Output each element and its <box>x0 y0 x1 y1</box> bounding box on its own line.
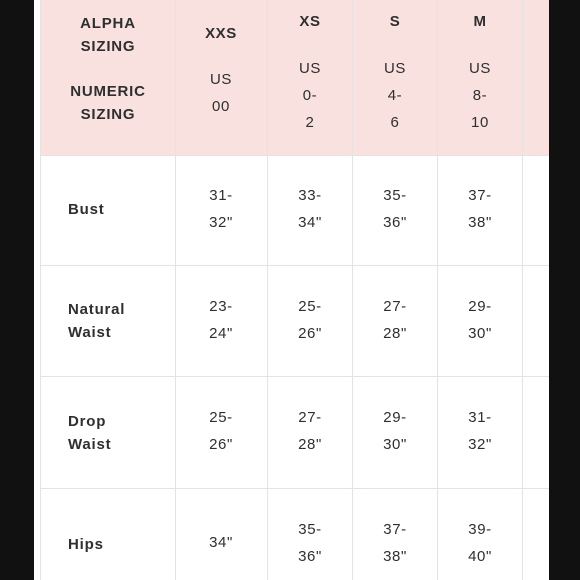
row-label-line: Bust <box>68 201 105 218</box>
value-line: 35- <box>298 521 322 538</box>
value-line: 31- <box>468 409 492 426</box>
size-header-xxs <box>175 20 267 47</box>
numeric-size-line: 10 <box>471 114 489 131</box>
row-label-drop-waist <box>68 410 111 456</box>
alpha-size: XXS <box>205 25 237 42</box>
column-divider <box>175 0 176 580</box>
row-label-line: Waist <box>68 324 112 341</box>
numeric-size-line: US <box>298 60 322 77</box>
value-line: 34" <box>298 214 322 231</box>
bust-xs <box>268 182 352 236</box>
numeric-size-xxs <box>175 66 267 120</box>
numeric-size-s <box>353 55 437 136</box>
size-header-s <box>353 8 437 35</box>
alpha-sizing-line-1: ALPHA <box>80 15 136 32</box>
column-divider <box>267 0 268 580</box>
value-line: 27- <box>298 409 322 426</box>
row-label-line: Hips <box>68 536 104 553</box>
numeric-size-line: 2 <box>305 114 315 131</box>
value-line: 29- <box>468 298 492 315</box>
value-line: 37- <box>468 187 492 204</box>
column-divider <box>437 0 438 580</box>
hips-xs <box>268 516 352 570</box>
value-line: 31- <box>209 187 233 204</box>
column-divider <box>522 0 523 580</box>
value-line: 28" <box>383 325 407 342</box>
hips-s <box>353 516 437 570</box>
bust-xxs <box>175 182 267 236</box>
numeric-size-m <box>438 55 522 136</box>
numeric-sizing-line-2: SIZING <box>80 106 136 123</box>
row-label-line: Natural <box>68 301 126 318</box>
value-line: 40" <box>468 548 492 565</box>
value-line: 24" <box>209 325 233 342</box>
numeric-sizing-line-1: NUMERIC <box>70 83 146 100</box>
value-line: 39- <box>468 521 492 538</box>
numeric-size-line: US <box>383 60 407 77</box>
value-line: 32" <box>468 436 492 453</box>
value-line: 36" <box>383 214 407 231</box>
alpha-size: XS <box>299 13 321 30</box>
value-line: 30" <box>468 325 492 342</box>
size-header-xs <box>268 8 352 35</box>
row-label-line: Drop <box>68 413 107 430</box>
row-divider <box>40 488 549 489</box>
numeric-size-line: 6 <box>390 114 400 131</box>
row-label-hips <box>68 533 104 556</box>
numeric-size-line: 00 <box>212 98 230 115</box>
alpha-size: S <box>389 13 401 30</box>
numeric-size-xs <box>268 55 352 136</box>
value-line: 35- <box>383 187 407 204</box>
value-line: 33- <box>298 187 322 204</box>
numeric-size-line: 0- <box>302 87 318 104</box>
size-header-m <box>438 8 522 35</box>
drop-waist-xs <box>268 404 352 458</box>
alpha-sizing-label <box>72 12 144 58</box>
natural-waist-xxs <box>175 293 267 347</box>
value-line: 23- <box>209 298 233 315</box>
natural-waist-s <box>353 293 437 347</box>
value-line: 25- <box>209 409 233 426</box>
drop-waist-s <box>353 404 437 458</box>
alpha-sizing-line-2: SIZING <box>80 38 136 55</box>
hips-m <box>438 516 522 570</box>
row-divider <box>40 376 549 377</box>
drop-waist-xxs <box>175 404 267 458</box>
bust-m <box>438 182 522 236</box>
numeric-sizing-label <box>68 80 148 126</box>
alpha-size: M <box>473 13 487 30</box>
column-divider <box>40 0 41 580</box>
row-divider <box>40 265 549 266</box>
numeric-size-line: US <box>209 71 233 88</box>
bust-s <box>353 182 437 236</box>
value-line: 26" <box>209 436 233 453</box>
value-line: 30" <box>383 436 407 453</box>
hips-xxs <box>175 529 267 556</box>
value-line: 27- <box>383 298 407 315</box>
column-divider <box>352 0 353 580</box>
value-line: 28" <box>298 436 322 453</box>
row-label-line: Waist <box>68 436 112 453</box>
value-line: 38" <box>383 548 407 565</box>
natural-waist-xs <box>268 293 352 347</box>
row-label-bust <box>68 198 105 221</box>
value-line: 38" <box>468 214 492 231</box>
numeric-size-line: 8- <box>472 87 488 104</box>
value-line: 37- <box>383 521 407 538</box>
right-dark-border <box>549 0 580 580</box>
value-line: 29- <box>383 409 407 426</box>
size-chart <box>34 0 549 580</box>
value-line: 25- <box>298 298 322 315</box>
value-line: 34" <box>209 534 233 551</box>
left-dark-border <box>0 0 34 580</box>
value-line: 36" <box>298 548 322 565</box>
value-line: 32" <box>209 214 233 231</box>
row-divider <box>40 155 549 156</box>
numeric-size-line: 4- <box>387 87 403 104</box>
numeric-size-line: US <box>468 60 492 77</box>
value-line: 26" <box>298 325 322 342</box>
drop-waist-m <box>438 404 522 458</box>
row-label-natural-waist <box>68 298 125 344</box>
natural-waist-m <box>438 293 522 347</box>
